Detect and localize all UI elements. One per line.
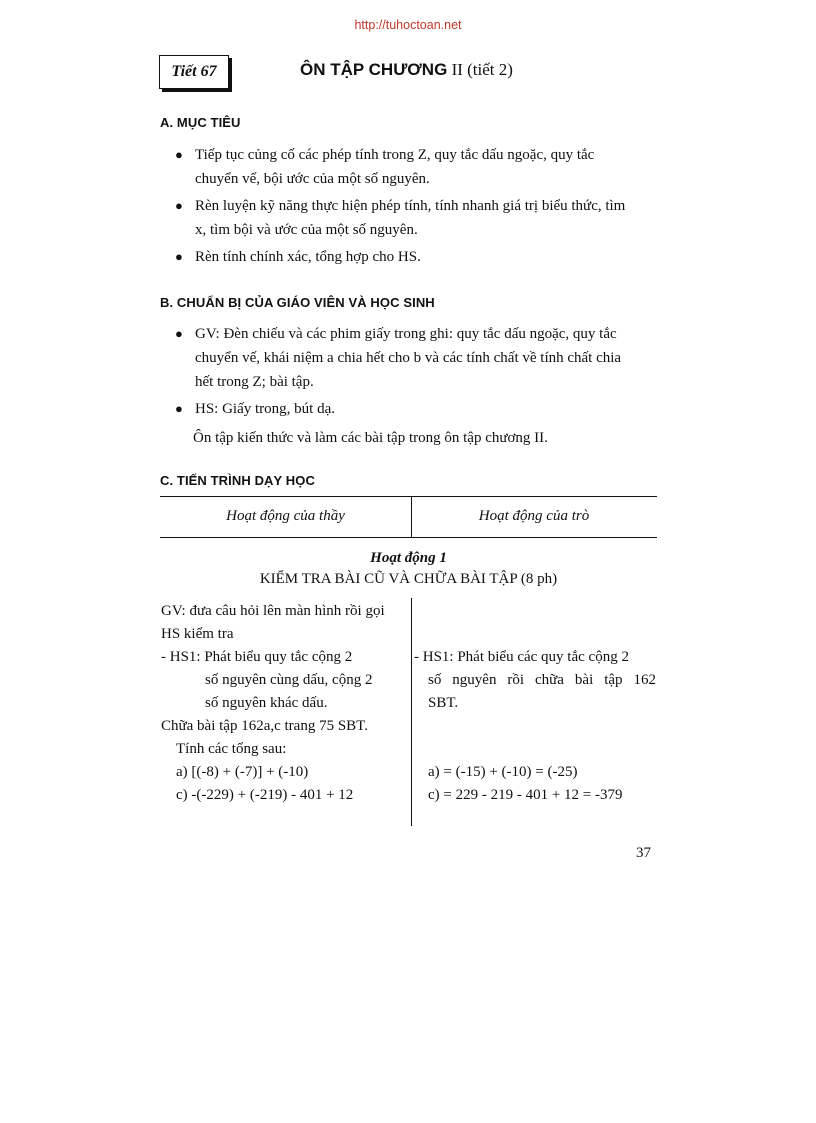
bullet-icon: ● <box>175 249 183 264</box>
lesson-label: Tiết 67 <box>171 63 217 80</box>
section-b-heading: B. CHUẨN BỊ CỦA GIÁO VIÊN VÀ HỌC SINH <box>160 295 435 310</box>
section-b-list <box>175 322 657 424</box>
activity-title: Hoạt động 1 <box>370 550 447 566</box>
student-line: số nguyên rồi chữa bài tập 162 <box>428 672 656 688</box>
student-line: c) = 229 - 219 - 401 + 12 = -379 <box>428 787 623 803</box>
list-item: ● Tiếp tục củng cố các phép tính trong Z, quy tắc dấu ngoặc, quy tắc chuyển vế, bội ước của một số nguyên. <box>175 143 657 191</box>
teacher-line: GV: đưa câu hỏi lên màn hình rồi gọi <box>161 603 385 619</box>
preparation-note: Ôn tập kiến thức và làm các bài tập trong ôn tập chương II. <box>193 430 548 446</box>
section-a-list <box>175 143 657 272</box>
teacher-line: Chữa bài tập 162a,c trang 75 SBT. <box>161 718 368 734</box>
student-line: a) = (-15) + (-10) = (-25) <box>428 764 578 780</box>
title-main: ÔN TẬP CHƯƠNG <box>300 60 448 79</box>
teacher-line: - HS1: Phát biểu quy tắc cộng 2 <box>161 649 353 665</box>
teacher-line: c) -(-229) + (-219) - 401 + 12 <box>176 787 354 803</box>
source-url[interactable]: http://tuhoctoan.net <box>354 18 462 32</box>
bullet-icon: ● <box>175 147 183 162</box>
column-header-teacher: Hoạt động của thầy <box>226 508 345 524</box>
lesson-label-box <box>159 55 229 89</box>
list-item: ● HS: Giấy trong, bút dạ. <box>175 397 657 421</box>
section-a-heading: A. MỤC TIÊU <box>160 115 241 130</box>
list-item: ● Rèn luyện kỹ năng thực hiện phép tính, tính nhanh giá trị biểu thức, tìm x, tìm bội và ước của một số nguyên. <box>175 194 657 242</box>
table-header-rule <box>160 537 657 538</box>
teacher-line: số nguyên cùng dấu, cộng 2 <box>205 672 373 688</box>
activity-subtitle: KIỂM TRA BÀI CŨ VÀ CHỮA BÀI TẬP (8 ph) <box>259 571 558 587</box>
page-title <box>300 60 620 80</box>
list-item: ● GV: Đèn chiếu và các phim giấy trong ghi: quy tắc dấu ngoặc, quy tắc chuyển vế, khái niệm a chia hết cho b và các tính chất về tính chất chia hết trong Z; bài tập. <box>175 322 657 394</box>
teacher-line: a) [(-8) + (-7)] + (-10) <box>176 764 309 780</box>
list-item: ● Rèn tính chính xác, tổng hợp cho HS. <box>175 245 657 269</box>
table-top-rule <box>160 496 657 497</box>
teacher-line: số nguyên khác dấu. <box>205 695 328 711</box>
title-sub: II (tiết 2) <box>447 60 513 79</box>
section-c-heading: C. TIẾN TRÌNH DẠY HỌC <box>160 473 315 488</box>
page-number: 37 <box>636 845 651 861</box>
table-body-divider <box>411 598 412 826</box>
student-line: - HS1: Phát biểu các quy tắc cộng 2 <box>414 649 629 665</box>
bullet-icon: ● <box>175 198 183 213</box>
bullet-icon: ● <box>175 401 183 416</box>
teacher-line: Tính các tổng sau: <box>176 741 287 757</box>
student-line: SBT. <box>428 695 459 711</box>
teacher-line: HS kiểm tra <box>161 626 234 642</box>
bullet-icon: ● <box>175 326 183 341</box>
column-header-student: Hoạt động của trò <box>478 508 590 524</box>
